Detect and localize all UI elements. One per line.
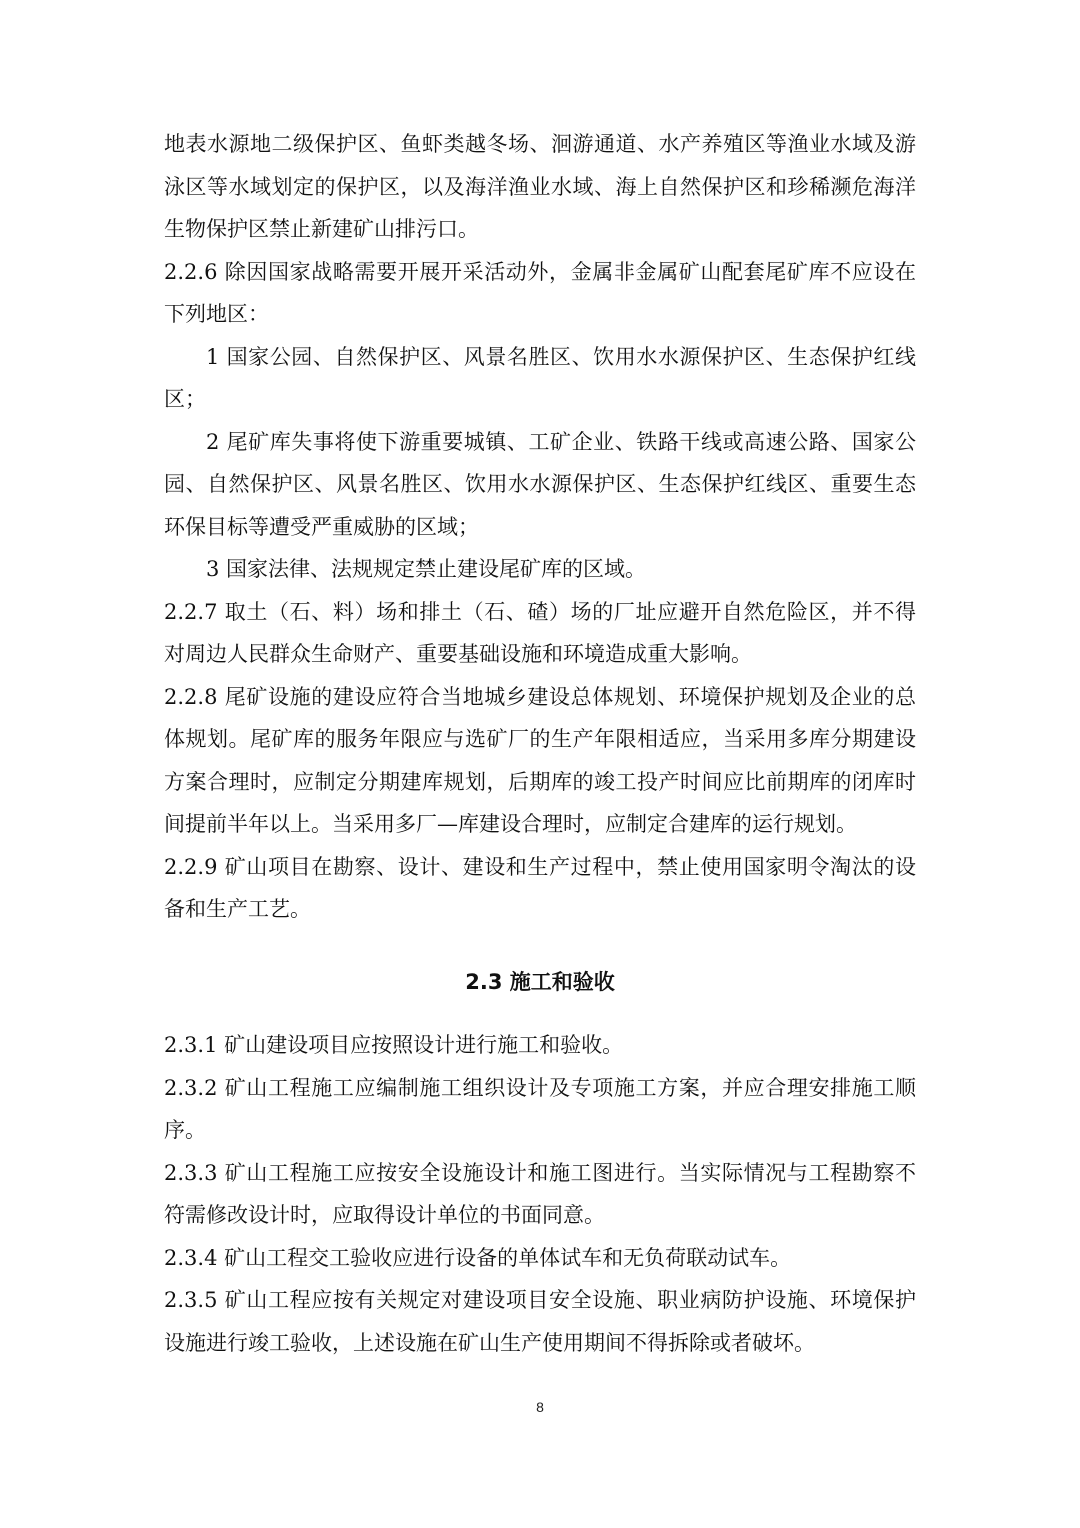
section-heading-2-3: 2.3 施工和验收	[465, 969, 615, 994]
clause-2-2-6-item-1: 1 国家公园、自然保护区、风景名胜区、饮用水水源保护区、生态保护红线区；	[164, 344, 916, 411]
clause-2-3-1: 2.3.1 矿山建设项目应按照设计进行施工和验收。	[164, 1033, 624, 1057]
clause-2-2-6-item-3: 3 国家法律、法规规定禁止建设尾矿库的区域。	[206, 557, 647, 581]
clause-2-2-6-item-2: 2 尾矿库失事将使下游重要城镇、工矿企业、铁路干线或高速公路、国家公园、自然保护区、风景名胜区、饮用水水源保护区、生态保护红线区、重要生态环保目标等遭受严重威胁的区域；	[164, 429, 916, 539]
clause-2-2-6: 2.2.6 除因国家战略需要开展开采活动外，金属非金属矿山配套尾矿库不应设在下列地区：	[164, 259, 916, 326]
clause-2-2-8: 2.2.8 尾矿设施的建设应符合当地城乡建设总体规划、环境保护规划及企业的总体规划。尾矿库的服务年限应与选矿厂的生产年限相适应，当采用多库分期建设方案合理时，应制定分期建库规划，后期库的竣工投产时间应比前期库的闭库时间提前半年以上。当采用多厂—库建设合理时，应制定合建库的运行规划。	[164, 684, 916, 836]
clause-2-3-2: 2.3.2 矿山工程施工应编制施工组织设计及专项施工方案，并应合理安排施工顺序。	[164, 1075, 916, 1142]
clause-2-3-5: 2.3.5 矿山工程应按有关规定对建设项目安全设施、职业病防护设施、环境保护设施进行竣工验收，上述设施在矿山生产使用期间不得拆除或者破坏。	[164, 1288, 916, 1355]
clause-2-2-7: 2.2.7 取土（石、料）场和排土（石、碴）场的厂址应避开自然危险区，并不得对周边人民群众生命财产、重要基础设施和环境造成重大影响。	[164, 599, 916, 666]
clause-2-3-3: 2.3.3 矿山工程施工应按安全设施设计和施工图进行。当实际情况与工程勘察不符需修改设计时，应取得设计单位的书面同意。	[164, 1160, 916, 1227]
page-number: 8	[536, 1399, 544, 1415]
paragraph-2-2-5-continued: 地表水源地二级保护区、鱼虾类越冬场、洄游通道、水产养殖区等渔业水域及游泳区等水域划定的保护区，以及海洋渔业水域、海上自然保护区和珍稀濒危海洋生物保护区禁止新建矿山排污口。	[164, 132, 916, 241]
clause-2-2-9: 2.2.9 矿山项目在勘察、设计、建设和生产过程中，禁止使用国家明令淘汰的设备和生产工艺。	[164, 854, 916, 921]
page-body	[164, 123, 916, 1364]
clause-2-3-4: 2.3.4 矿山工程交工验收应进行设备的单体试车和无负荷联动试车。	[164, 1245, 792, 1270]
